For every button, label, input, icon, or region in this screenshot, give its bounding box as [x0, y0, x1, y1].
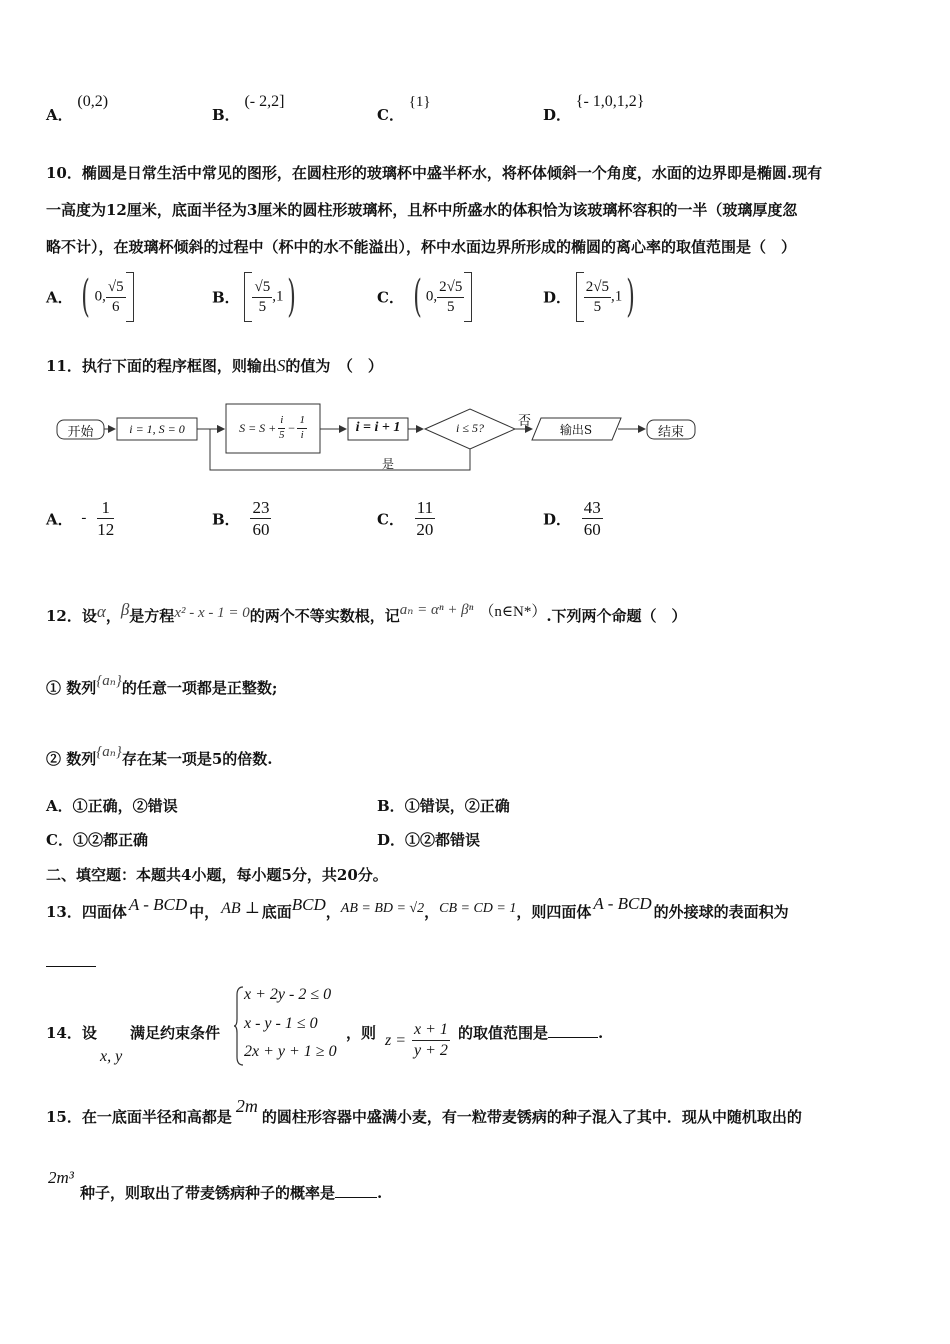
- q14-z: z =: [385, 1032, 407, 1049]
- q13-p1: 13．四面体: [46, 903, 127, 921]
- q12-comma: ，: [105, 607, 121, 625]
- q15-p3: 种子，则取出了带麦锈病种子的概率是: [80, 1184, 336, 1202]
- section-2-heading: 二、填空题：本题共4小题，每小题5分，共20分。: [46, 866, 388, 884]
- q12-alpha: α: [96, 602, 106, 621]
- q10-option-c-num: 2√5: [437, 278, 464, 298]
- q13-p6: ，则四面体: [516, 903, 592, 921]
- q14-answer-blank[interactable]: [548, 1037, 598, 1038]
- q13-cond1: AB = BD = √2: [340, 901, 425, 916]
- q15-p1: 15．在一底面半径和高都是: [46, 1108, 232, 1126]
- q13-tetra2: A - BCD: [593, 894, 652, 913]
- question-13: [46, 894, 789, 922]
- q14-p4: 的取值范围是: [458, 1024, 549, 1042]
- q11-option-c-num: 11: [415, 497, 435, 519]
- flow-assign-prefix: S = S +: [239, 421, 277, 435]
- q11-option-d-den: 60: [583, 520, 601, 540]
- flow-assign-frac1-den: 5: [279, 429, 285, 441]
- q11-option-d-num: 43: [582, 497, 603, 519]
- q13-p3: 底面: [261, 903, 292, 921]
- q13-p4: ，: [325, 903, 341, 921]
- q12-option-b: [377, 795, 510, 816]
- q11-option-c-label: C．: [377, 510, 404, 529]
- q13-tetra: A - BCD: [128, 895, 188, 914]
- flow-assign-minus: −: [287, 421, 296, 435]
- q10-option-b-den: 5: [258, 298, 267, 315]
- q10-option-a-left: 0,: [94, 288, 106, 305]
- q10-option-d-label: D．: [543, 288, 572, 307]
- q13-p5: ，: [424, 903, 440, 921]
- q12-prop1-suffix: 的任意一项都是正整数;: [121, 679, 278, 697]
- q10-option-a-label: A．: [46, 288, 73, 307]
- q11-option-a-label: A．: [46, 510, 73, 529]
- q11-stem-suffix: 的值为 （ ）: [285, 357, 383, 375]
- q10-option-d-num: 2√5: [584, 278, 611, 298]
- q10-option-b: B． $\frac{√5}{5}$ ,1): [212, 271, 297, 322]
- q12-option-b-label: B．: [377, 797, 405, 815]
- q10-option-d-right: ,1: [611, 288, 623, 305]
- q10-option-c-left: 0,: [425, 288, 438, 305]
- q13-perp: AB ⊥: [221, 900, 260, 917]
- q11-option-b: [212, 497, 271, 541]
- q11-option-b-label: B．: [212, 510, 240, 529]
- q13-p7: 的外接球的表面积为: [653, 903, 789, 921]
- q14-constraint-2: x - y - 1 ≤ 0: [244, 1015, 318, 1032]
- flow-yes-label: 是: [382, 457, 395, 471]
- q12-option-a-text: ①正确，②错误: [72, 797, 178, 815]
- q12-p4: .下列两个命题（ ）: [546, 607, 687, 625]
- flow-increment: i = i + 1: [355, 420, 401, 435]
- q12-prop2-seq: {aₙ}: [96, 744, 122, 760]
- flow-assign-frac2-num: 1: [297, 414, 307, 429]
- flow-output: 输出S: [559, 423, 593, 437]
- q11-option-a-sign: -: [81, 510, 87, 527]
- q12-option-d-text: ①②都错误: [405, 831, 481, 849]
- q12-p1: 12．设: [46, 607, 97, 625]
- q11-stem-prefix: 11．执行下面的程序框图，则输出: [46, 357, 277, 375]
- q14-p5: .: [598, 1024, 604, 1042]
- q13-base: BCD: [291, 895, 326, 914]
- q9-option-b-value: (- 2,2]: [244, 93, 285, 110]
- q12-option-d: [377, 829, 480, 850]
- q9-option-a-label: A．: [46, 106, 73, 124]
- q14-tail: [458, 1022, 603, 1043]
- q9-option-b-label: B．: [212, 106, 240, 124]
- q10-option-b-label: B．: [212, 288, 240, 307]
- q14-p1: 14．设: [46, 1024, 97, 1042]
- flow-init: i = 1, S = 0: [129, 422, 185, 436]
- q15-line-2: [80, 1182, 382, 1203]
- q10-option-a: A． ( 0, $\frac{√5}{6}$: [46, 272, 134, 322]
- q12-seq-def: aₙ = αⁿ + βⁿ: [399, 602, 474, 618]
- q9-option-d-label: D．: [543, 106, 572, 124]
- q10-option-d: D． $\frac{2√5}{5}$ ,1): [543, 271, 636, 322]
- q10-option-c-label: C．: [377, 288, 404, 307]
- q11-option-d: [543, 497, 603, 541]
- q12-option-c-text: ①②都正确: [72, 831, 148, 849]
- q12-option-a: [46, 795, 178, 816]
- q10-line-1: 10．椭圆是日常生活中常见的图形，在圆柱形的玻璃杯中盛半杯水，将杯体倾斜一个角度，水面的边界即是椭圆.现有: [46, 164, 823, 182]
- q10-line-2: 一高度为12厘米，底面半径为3厘米的圆柱形玻璃杯，且杯中所盛水的体积恰为该玻璃杯容积的一半（玻璃厚度忽: [46, 201, 798, 219]
- flow-condition: i ≤ 5?: [456, 421, 484, 435]
- flow-assign: [226, 404, 320, 453]
- q11-option-a-num: 1: [97, 497, 114, 519]
- q14-vars: x, y: [100, 1048, 123, 1065]
- q9-option-c-value: {1}: [408, 94, 431, 110]
- q14-z-fraction: [412, 1020, 450, 1061]
- q11-option-c: [377, 497, 435, 541]
- q11-stem-var: S: [276, 356, 286, 375]
- q13-p2: 中，: [189, 903, 220, 921]
- q12-option-d-label: D．: [377, 831, 406, 849]
- q14-constraint-1: x + 2y - 2 ≤ 0: [244, 986, 332, 1003]
- q12-prop-2: [46, 744, 273, 769]
- q15-r: 2m: [235, 1096, 258, 1116]
- q14-z-den: y + 2: [414, 1042, 448, 1059]
- q11-option-b-num: 23: [250, 497, 271, 519]
- q15-line-1: [46, 1096, 802, 1127]
- q10-option-b-right: ,1: [272, 288, 284, 305]
- q10-line-3: 略不计），在玻璃杯倾斜的过程中（杯中的水不能溢出），杯中水面边界所形成的椭圆的离心率的取值范围是（ ）: [46, 238, 797, 256]
- q11-option-c-den: 20: [416, 520, 434, 540]
- q15-p4: .: [377, 1184, 383, 1202]
- q13-cond2: CB = CD = 1: [439, 901, 517, 916]
- q12-option-b-text: ①错误，②正确: [404, 797, 510, 815]
- flow-end: 结束: [657, 425, 684, 440]
- q12-equation: x² - x - 1 = 0: [174, 605, 250, 621]
- q11-option-d-label: D．: [543, 510, 572, 529]
- q9-option-c-label: C．: [377, 106, 404, 124]
- q12-option-a-label: A．: [46, 797, 73, 815]
- q12-prop1-seq: {aₙ}: [96, 673, 122, 689]
- flow-assign-frac1-num: i: [278, 414, 285, 429]
- q12-prop1-prefix: ① 数列: [46, 679, 97, 697]
- q10-option-a-den: 6: [111, 298, 120, 315]
- q10-option-c: C． ( 0, $\frac{2√5}{5}$: [377, 272, 472, 322]
- flow-no-label: 否: [518, 414, 532, 429]
- q9-option-d-value: {- 1,0,1,2}: [575, 93, 645, 110]
- q15-p2: 的圆柱形容器中盛满小麦，有一粒带麦锈病的种子混入了其中．现从中随机取出的: [261, 1108, 802, 1126]
- q10-option-b-num: √5: [252, 278, 272, 298]
- q14-p3: ，则: [346, 1024, 377, 1042]
- q12-prop-1: [46, 673, 278, 698]
- flowchart-lines: [0, 0, 950, 480]
- q12-prop2-prefix: ② 数列: [46, 750, 97, 768]
- q11-option-a-den: 12: [97, 520, 115, 540]
- q12-option-c-label: C．: [46, 831, 73, 849]
- q12-cond: （n∈N*）: [479, 604, 547, 620]
- q11-option-a: [46, 497, 114, 541]
- q15-answer-blank[interactable]: [335, 1197, 377, 1198]
- q11-option-b-den: 60: [252, 520, 270, 540]
- q14-constraint-3: 2x + y + 1 ≥ 0: [244, 1043, 337, 1060]
- q10-option-c-den: 5: [447, 298, 455, 315]
- q12-stem: [46, 600, 687, 626]
- q12-beta: β: [120, 600, 130, 619]
- q12-option-c: [46, 829, 148, 850]
- flow-assign-frac2-den: i: [300, 429, 304, 441]
- q12-p2: 是方程: [129, 607, 175, 625]
- q13-answer-blank[interactable]: [46, 966, 96, 967]
- flow-start: 开始: [67, 425, 94, 440]
- q10-option-a-num: √5: [106, 278, 126, 298]
- q14-p2: 满足约束条件: [130, 1024, 221, 1042]
- q15-volume: 2m³: [48, 1168, 74, 1187]
- q12-p3: 的两个不等实数根，记: [249, 607, 400, 625]
- q14-z-num: x + 1: [412, 1020, 450, 1041]
- q9-option-a-value: (0,2): [77, 93, 109, 110]
- q10-option-d-den: 5: [593, 298, 602, 315]
- q12-prop2-suffix: 存在某一项是5的倍数.: [121, 750, 273, 768]
